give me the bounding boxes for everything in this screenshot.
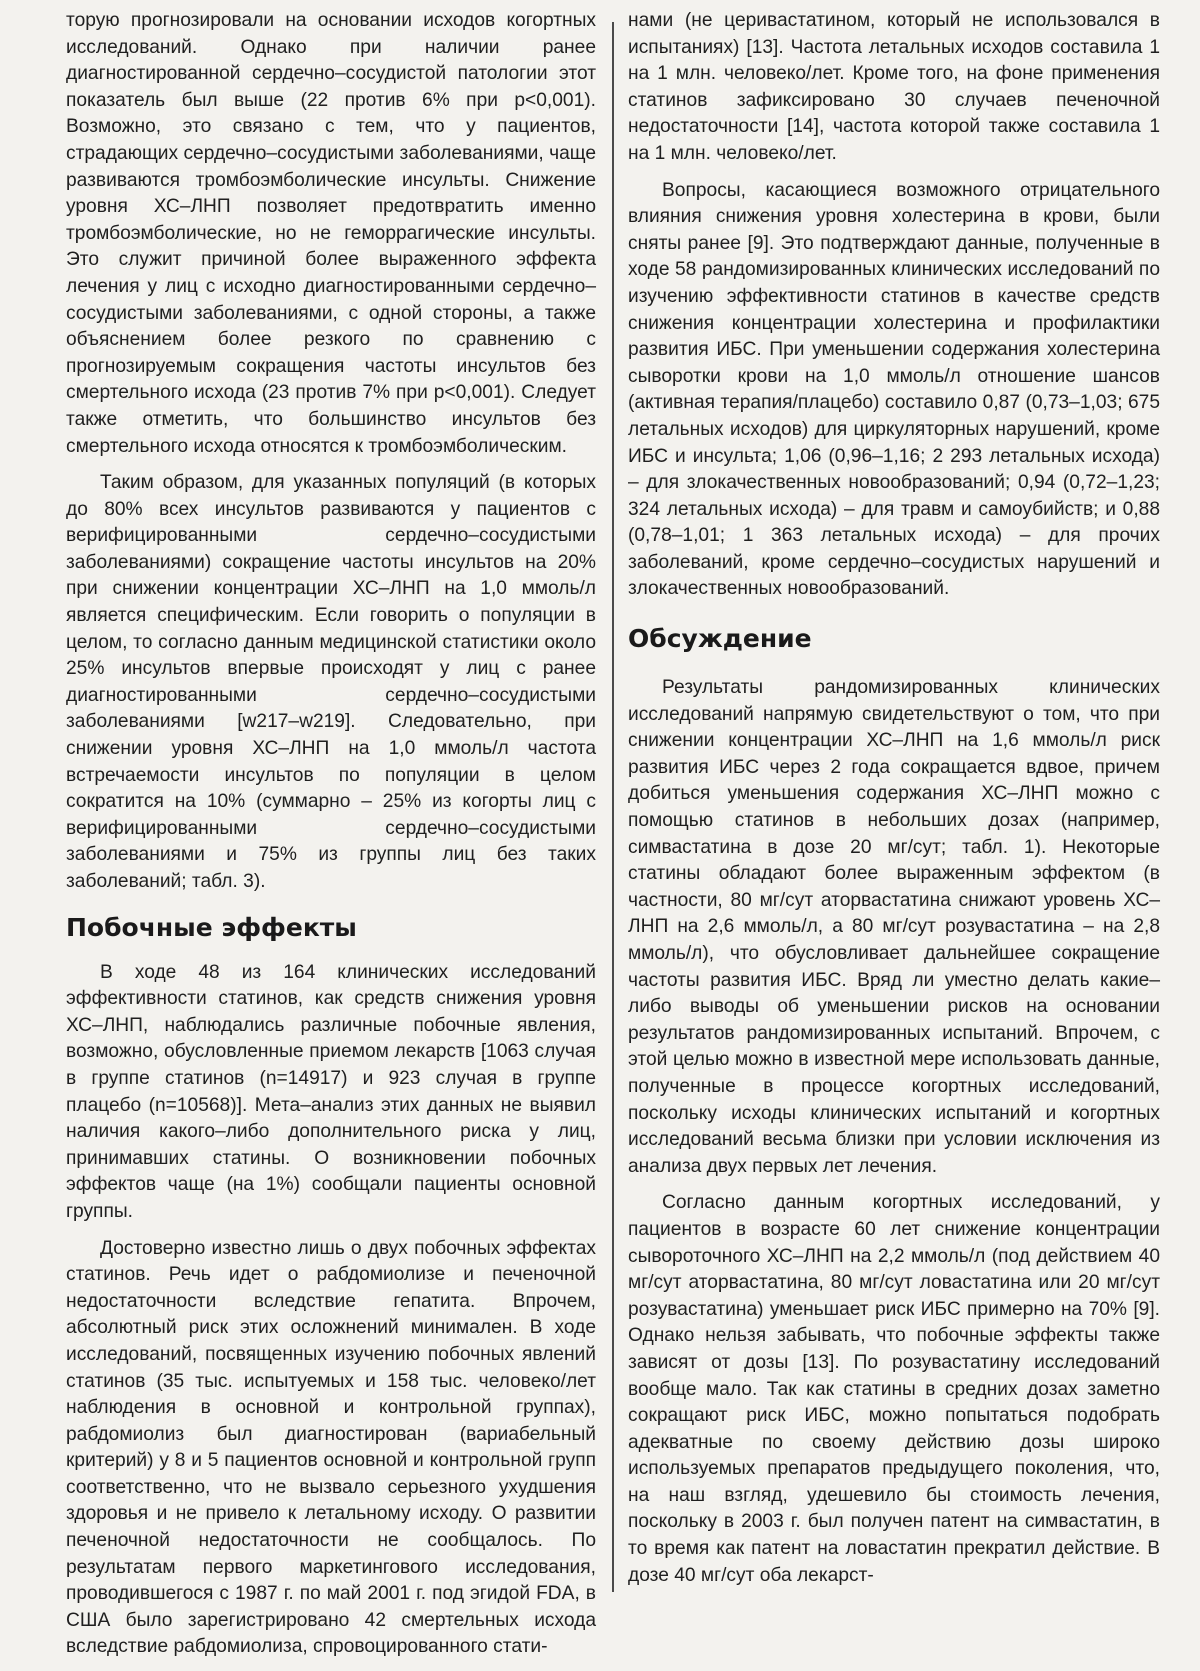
- paragraph-cholesterol-safety: Вопросы, касающиеся возможного отрицательного влияния снижения уровня холестерина в крови, были сняты ранее [9]. Это подтверждают данные, полученные в ходе 58 рандомизированных клинических исследований по изучению эффективности статинов в качестве средств снижения концентрации холестерина и профилактики развития ИБС. При уменьшении содержания холестерина сыворотки крови на 1,0 ммоль/л отношение шансов (активная терапия/плацебо) составило 0,87 (0,73–1,03; 675 летальных исходов) для циркуляторных нарушений, кроме ИБС и инсульта; 1,06 (0,96–1,16; 2 293 летальных исхода) – для злокачественных новообразований; 0,94 (0,72–1,23; 324 летальных исхода) – для травм и самоубийств; и 0,88 (0,78–1,01; 1 363 летальных исхода) – для прочих заболеваний, кроме сердечно–сосудистых нарушений и злокачественных новообразований.: [628, 179, 1160, 600]
- paragraph-adverse-events: В ходе 48 из 164 клинических исследований эффективности статинов, как средств снижения уровня ХС–ЛНП, наблюдались различные побочные явления, возможно, обусловленные приемом лекарств [1063 случая в группе статинов (n=14917) и 923 случая в группе плацебо (n=10568)]. Мета–анализ этих данных не выявил наличия какого–либо дополнительного риска у лиц, принимавших статины. О возникновении побочных эффектов чаще (на 1%) сообщали пациенты основной группы.: [66, 961, 596, 1222]
- paragraph-rhabdomyolysis: Достоверно известно лишь о двух побочных эффектах статинов. Речь идет о рабдомиолизе и печеночной недостаточности вследствие гепатита. Впрочем, абсолютный риск этих осложнений минимален. В ходе исследований, посвященных изучению побочных явлений статинов (35 тыс. испытуемых и 158 тыс. человеко/лет наблюдения в основной и контрольной группах), рабдомиолиз был диагностирован (вариабельный критерий) у 8 и 5 пациентов основной и контрольной групп соответственно, что не вызвало серьезного ухудшения здоровья и не привело к летальному исходу. О развитии печеночной недостаточности не сообщалось. По результатам первого маркетингового исследования, проводившегося с 1987 г. по май 2001 г. под эгидой FDA, в США было зарегистрировано 42 смертельных исхода вследствие рабдомиолиза, спровоцированного стати-: [66, 1237, 596, 1658]
- section-heading-discussion: Обсуждение: [628, 624, 812, 654]
- paragraph-stroke-outcomes: торую прогнозировали на основании исходов когортных исследований. Однако при наличии ранее диагностированной сердечно–сосудистой патологии этот показатель был выше (22 против 6% при p<0,001). Возможно, это связано с тем, что у пациентов, страдающих сердечно–сосудистыми заболеваниями, чаще развиваются тромбоэмболические инсульты. Снижение уровня ХС–ЛНП позволяет предотвратить именно тромбоэмболические, но не геморрагические инсульты. Это служит причиной более выраженного эффекта лечения у лиц с исходно диагностированными сердечно–сосудистыми заболеваниями, с одной стороны, а также объяснением более резкого по сравнению с прогнозируемым сокращения частоты инсультов без смертельного исхода (23 против 7% при p<0,001). Следует также отметить, что большинство инсультов без смертельного исхода относятся к тромбоэмболическим.: [66, 10, 596, 457]
- paragraph-mortality-rate: нами (не церивастатином, который не использовался в испытаниях) [13]. Частота летальных исходов составила 1 на 1 млн. человеко/лет. Кроме того, на фоне применения статинов зафиксировано 30 случаев печеночной недостаточности [14], частота которой также составила 1 на 1 млн. человеко/лет.: [628, 10, 1160, 164]
- paragraph-population-stroke: Таким образом, для указанных популяций (в которых до 80% всех инсультов развиваются у пациентов с верифицированными сердечно–сосудистыми заболеваниями) сокращение частоты инсультов на 20% при снижении концентрации ХС–ЛНП на 1,0 ммоль/л является специфическим. Если говорить о популяции в целом, то согласно данным медицинской статистики около 25% инсультов впервые происходят у лиц с ранее диагностированными сердечно–сосудистыми заболеваниями [w217–w219]. Следовательно, при снижении уровня ХС–ЛНП на 1,0 ммоль/л частота встречаемости инсультов по популяции в целом сократится на 10% (суммарно – 25% из когорты лиц с верифицированными сердечно–сосудистыми заболеваниями и 75% из группы лиц без таких заболеваний; табл. 3).: [66, 472, 596, 892]
- column-divider: [612, 22, 614, 1592]
- paragraph-rct-results: Результаты рандомизированных клинических исследований напрямую свидетельствуют о том, что при снижении концентрации ХС–ЛНП на 1,6 ммоль/л риск развития ИБС через 2 года сокращается вдвое, причем добиться уменьшения содержания ХС–ЛНП можно с помощью статинов в небольших дозах (например, симвастатина в дозе 20 мг/сут; табл. 1). Некоторые статины обладают более выраженным эффектом (в частности, 80 мг/сут аторвастатина снижают уровень ХС–ЛНП на 2,6 ммоль/л, а 80 мг/сут розувастатина – на 2,8 ммоль/л), что обусловливает дальнейшее сокращение частоты развития ИБС. Вряд ли уместно делать какие–либо выводы об уменьшении рисков на основании результатов рандомизированных испытаний. Впрочем, с этой целью можно в известной мере использовать данные, полученные в процессе когортных исследований, поскольку исходы клинических испытаний и когортных исследований весьма близки при условии исключения из анализа двух первых лет лечения.: [628, 677, 1160, 1177]
- paragraph-cohort-data: Согласно данным когортных исследований, у пациентов в возрасте 60 лет снижение концентрации сывороточного ХС–ЛНП на 2,2 ммоль/л (под действием 40 мг/сут аторвастатина, 80 мг/сут ловастатина или 20 мг/сут розувастатина) уменьшает риск ИБС примерно на 70% [9]. Однако нельзя забывать, что побочные эффекты также зависят от дозы [13]. По розувастатину исследований вообще мало. Так как статины в средних дозах заметно сокращают риск ИБС, можно попытаться подобрать адекватные по своему действию дозы широко используемых препаратов предыдущего поколения, что, на наш взгляд, удешевило бы стоимость лечения, поскольку в 2003 г. был получен патент на симвастатин, в то время как патент на ловастатин прекратил действие. В дозе 40 мг/сут оба лекарст-: [628, 1192, 1160, 1586]
- left-column: [66, 8, 596, 1671]
- section-heading-side-effects: Побочные эффекты: [66, 912, 357, 942]
- right-column: [628, 8, 1160, 1599]
